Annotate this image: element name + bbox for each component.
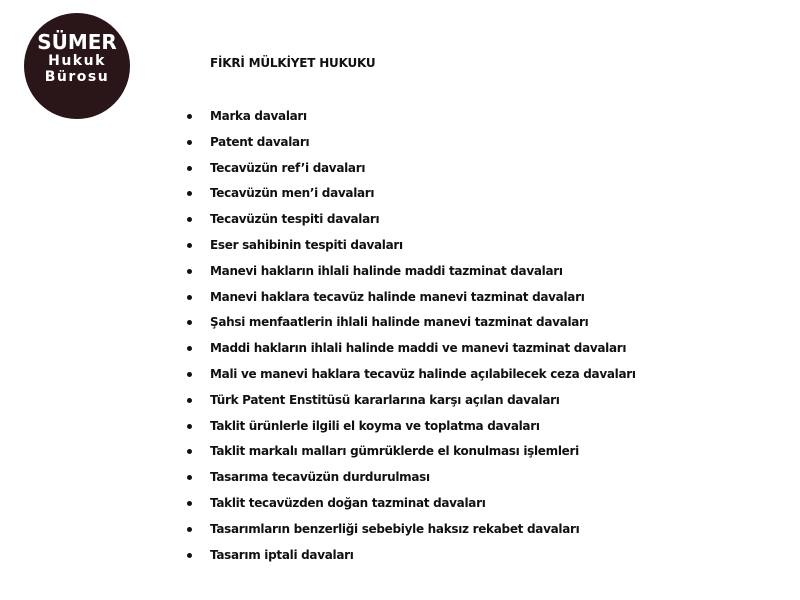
list-item-label: Manevi haklara tecavüz halinde manevi tazminat davaları bbox=[210, 289, 585, 304]
list-item bbox=[182, 416, 782, 442]
list-item bbox=[182, 209, 782, 235]
list-item-label: Şahsi menfaatlerin ihlali halinde manevi tazminat davaları bbox=[210, 315, 589, 330]
bullet-icon bbox=[187, 140, 192, 145]
bullet-icon bbox=[187, 501, 192, 506]
list-item bbox=[182, 132, 782, 158]
list-item-label: Mali ve manevi haklara tecavüz halinde açılabilecek ceza davaları bbox=[210, 366, 636, 381]
list-item-label: Taklit ürünlerle ilgili el koyma ve toplatma davaları bbox=[210, 418, 540, 433]
list-item bbox=[182, 312, 782, 338]
list-item-label: Tasarımların benzerliği sebebiyle haksız rekabet davaları bbox=[210, 521, 580, 536]
bullet-icon bbox=[187, 295, 192, 300]
list-item bbox=[182, 158, 782, 184]
list-item bbox=[182, 235, 782, 261]
logo-subtitle-hukuk: Hukuk bbox=[48, 53, 106, 69]
list-item bbox=[182, 390, 782, 416]
logo-subtitle-burosu: Bürosu bbox=[44, 69, 110, 85]
list-item-label: Eser sahibinin tespiti davaları bbox=[210, 237, 403, 252]
bullet-icon bbox=[187, 114, 192, 119]
practice-area-list bbox=[182, 106, 782, 570]
list-item bbox=[182, 338, 782, 364]
list-item bbox=[182, 467, 782, 493]
bullet-icon bbox=[187, 553, 192, 558]
bullet-icon bbox=[187, 243, 192, 248]
list-item bbox=[182, 106, 782, 132]
list-item bbox=[182, 364, 782, 390]
list-item bbox=[182, 493, 782, 519]
bullet-icon bbox=[187, 320, 192, 325]
list-item bbox=[182, 519, 782, 545]
list-item-label: Tasarıma tecavüzün durdurulması bbox=[210, 470, 430, 485]
page-title: FİKRİ MÜLKİYET HUKUKU bbox=[210, 56, 376, 70]
list-item bbox=[182, 441, 782, 467]
list-item-label: Tecavüzün men’i davaları bbox=[210, 186, 375, 201]
list-item bbox=[182, 183, 782, 209]
list-item bbox=[182, 261, 782, 287]
logo-badge bbox=[24, 13, 130, 119]
list-item-label: Tecavüzün tespiti davaları bbox=[210, 212, 380, 227]
list-item-label: Manevi hakların ihlali halinde maddi tazminat davaları bbox=[210, 263, 563, 278]
bullet-icon bbox=[187, 191, 192, 196]
list-item-label: Marka davaları bbox=[210, 109, 307, 123]
logo-title: SÜMER bbox=[37, 30, 117, 54]
list-item-label: Maddi hakların ihlali halinde maddi ve manevi tazminat davaları bbox=[210, 341, 627, 356]
list-item-label: Tasarım iptali davaları bbox=[210, 547, 354, 562]
list-item-label: Taklit tecavüzden doğan tazminat davaları bbox=[210, 495, 486, 510]
bullet-icon bbox=[187, 217, 192, 222]
list-item-label: Taklit markalı malları gümrüklerde el konulması işlemleri bbox=[210, 444, 579, 459]
bullet-icon bbox=[187, 166, 192, 171]
list-item-label: Patent davaları bbox=[210, 134, 310, 149]
list-item bbox=[182, 545, 782, 571]
bullet-icon bbox=[187, 449, 192, 454]
bullet-icon bbox=[187, 346, 192, 351]
bullet-icon bbox=[187, 269, 192, 274]
list-item bbox=[182, 287, 782, 313]
bullet-icon bbox=[187, 527, 192, 532]
bullet-icon bbox=[187, 424, 192, 429]
list-item-label: Tecavüzün ref’i davaları bbox=[210, 160, 366, 175]
bullet-icon bbox=[187, 398, 192, 403]
bullet-icon bbox=[187, 372, 192, 377]
list-item-label: Türk Patent Enstitüsü kararlarına karşı açılan davaları bbox=[210, 392, 560, 407]
bullet-icon bbox=[187, 475, 192, 480]
